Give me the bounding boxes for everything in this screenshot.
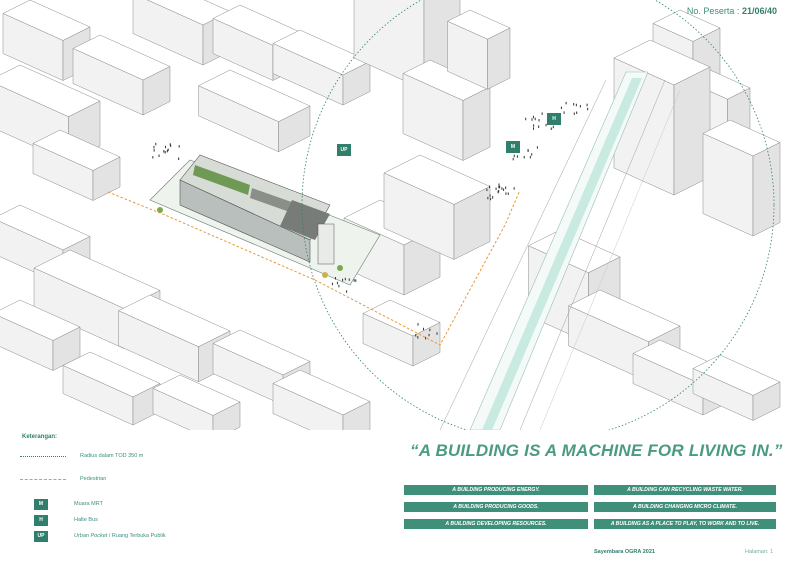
pedestrian-figure: [437, 332, 438, 335]
pedestrian-figure: [580, 105, 581, 108]
pedestrian-figure: [587, 108, 588, 111]
legend-bus: H Halte Bus: [20, 513, 98, 527]
legend-urban-pocket: UP Urban Pocket / Ruang Terbuka Publik: [20, 529, 166, 543]
pedestrian-figure: [505, 192, 506, 195]
pedestrian-figure: [415, 334, 416, 337]
pedestrian-figure: [170, 145, 171, 148]
building-block: [753, 143, 780, 237]
pedestrian-figure: [573, 103, 574, 106]
urban-pocket-marker: UP: [337, 144, 351, 156]
principle-pill: A BUILDING CHANGING MICRO CLIMATE.: [594, 502, 776, 512]
pedestrian-figure: [537, 146, 538, 149]
pedestrian-figure: [499, 186, 500, 189]
pedestrian-figure: [538, 125, 539, 128]
pedestrian-figure: [489, 186, 490, 189]
pedestrian-figure: [513, 158, 514, 161]
urban-pocket-badge: UP: [34, 531, 48, 542]
pedestrian-figure: [159, 155, 160, 158]
pedestrian-figure: [486, 189, 487, 192]
principle-pill: A BUILDING PRODUCING GOODS.: [404, 502, 588, 512]
pedestrian-figure: [542, 112, 543, 115]
pedestrian-figure: [530, 156, 531, 159]
pedestrian-figure: [528, 150, 529, 153]
pedestrian-figure: [499, 183, 500, 186]
pedestrian-figure: [533, 116, 534, 119]
pedestrian-figure: [179, 145, 180, 148]
pedestrian-figure: [355, 279, 356, 282]
pedestrian-figure: [517, 155, 518, 158]
competition-name: Sayembara OGRA 2021: [594, 549, 655, 555]
pedestrian-figure: [561, 107, 562, 110]
pedestrian-figure: [531, 118, 532, 121]
pedestrian-figure: [417, 336, 418, 339]
pedestrian-figure: [525, 118, 526, 121]
principle-pill: A BUILDING PRODUCING ENERGY.: [404, 485, 588, 495]
pedestrian-figure: [524, 156, 525, 159]
pedestrian-figure: [490, 194, 491, 197]
pedestrian-figure: [165, 151, 166, 154]
pedestrian-figure: [566, 102, 567, 105]
pedestrian-figure: [152, 156, 153, 159]
legend-title: Keterangan:: [22, 434, 58, 440]
principle-pill: A BUILDING AS A PLACE TO PLAY, TO WORK AND TO LIVE.: [594, 519, 776, 529]
legend-radius: Radius dalam TOD 350 m: [20, 449, 143, 463]
participant-number: No. Peserta : 21/06/40: [686, 6, 777, 16]
pedestrian-figure: [587, 104, 588, 107]
pedestrian-figure: [514, 187, 515, 190]
pedestrian-figure: [574, 112, 575, 115]
pedestrian-figure: [505, 186, 506, 189]
pedestrian-figure: [153, 146, 154, 149]
mrt-marker: M: [506, 141, 520, 153]
principle-pill: A BUILDING CAN RECYCLING WASTE WATER.: [594, 485, 776, 495]
pedestrian-figure: [551, 127, 552, 130]
pedestrian-figure: [346, 290, 347, 293]
bus-stop-marker: H: [547, 113, 561, 125]
pedestrian-figure: [342, 279, 343, 282]
pedestrian-figure: [508, 192, 509, 195]
pedestrian-figure: [539, 119, 540, 122]
pedestrian-figure: [354, 279, 355, 282]
mrt-badge: M: [34, 499, 48, 510]
principle-pill: A BUILDING DEVELOPING RESOURCES.: [404, 519, 588, 529]
pedestrian-figure: [349, 278, 350, 281]
pedestrian-figure: [501, 187, 502, 190]
legend-mrt: M Muara MRT: [20, 497, 103, 511]
pedestrian-figure: [514, 155, 515, 158]
pedestrian-figure: [498, 190, 499, 193]
pedestrian-figure: [429, 329, 430, 332]
pedestrian-figure: [417, 323, 418, 326]
pedestrian-figure: [492, 196, 493, 199]
pedestrian-figure: [576, 111, 577, 114]
dotted-line-icon: [20, 456, 66, 457]
pedestrian-figure: [338, 285, 339, 288]
pedestrian-figure: [490, 198, 491, 201]
pedestrian-figure: [535, 118, 536, 121]
legend-pedestrian: Pedestrian: [20, 472, 106, 486]
pedestrian-figure: [155, 143, 156, 146]
pedestrian-figure: [576, 104, 577, 107]
bus-badge: H: [34, 515, 48, 526]
pedestrian-figure: [154, 149, 155, 152]
main-quote: “A BUILDING IS A MACHINE FOR LIVING IN.”: [410, 441, 783, 460]
pedestrian-figure: [564, 111, 565, 114]
pedestrian-figure: [533, 127, 534, 130]
pedestrian-figure: [429, 334, 430, 337]
pedestrian-figure: [345, 278, 346, 281]
pedestrian-figure: [425, 337, 426, 340]
pedestrian-figure: [165, 146, 166, 149]
pedestrian-figure: [531, 153, 532, 156]
pedestrian-figure: [163, 150, 164, 153]
pedestrian-figure: [337, 282, 338, 285]
pedestrian-figure: [335, 277, 336, 280]
pedestrian-figure: [332, 283, 333, 286]
page-number: Halaman: 1: [745, 549, 774, 555]
pedestrian-figure: [168, 149, 169, 152]
pedestrian-figure: [533, 124, 534, 127]
pedestrian-figure: [553, 126, 554, 129]
pedestrian-figure: [496, 188, 497, 191]
pedestrian-figure: [423, 328, 424, 331]
pedestrian-figure: [503, 188, 504, 191]
pedestrian-figure: [167, 150, 168, 153]
pedestrian-figure: [178, 158, 179, 161]
pedestrian-figure: [487, 197, 488, 200]
dashed-line-icon: [20, 479, 66, 480]
